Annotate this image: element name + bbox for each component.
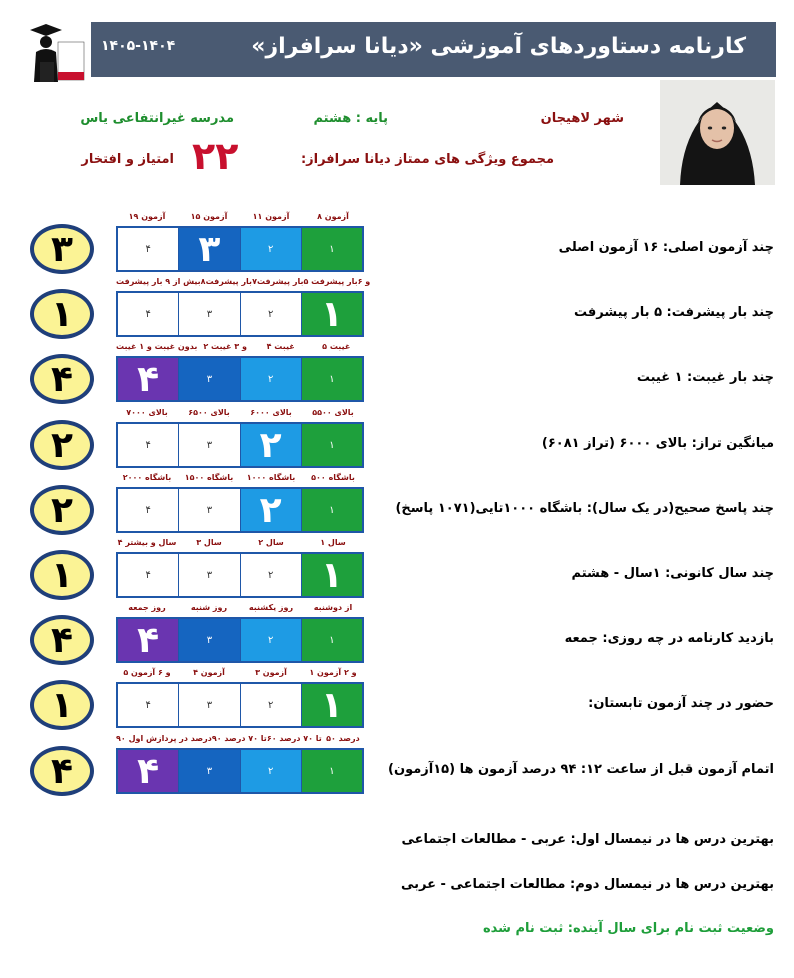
score-cell-1: ۱	[301, 684, 362, 726]
range-label: ۱ و ۲ آزمون	[309, 668, 357, 677]
row-question: اتمام آزمون قبل از ساعت ۱۲: ۹۴ درصد آزمون ها (۱۵آزمون)	[388, 762, 774, 777]
row-range-labels	[116, 473, 364, 482]
range-label: ۳ آزمون	[255, 668, 287, 677]
range-label: باشگاه ۱۵۰۰	[184, 473, 234, 482]
row-range-labels	[116, 342, 364, 351]
range-label: ۵۰ درصد	[326, 734, 360, 743]
score-cell-2: ۲	[240, 424, 301, 466]
score-cell-3: ۳	[178, 619, 239, 661]
row-question: میانگین تراز: بالای ۶۰۰۰ (تراز ۶۰۸۱)	[541, 436, 774, 451]
row-question: چند آزمون اصلی: ۱۶ آزمون اصلی	[558, 240, 774, 255]
range-label: ۴ سال و بیشتر	[117, 538, 177, 547]
row-score-badge: ۴	[30, 354, 94, 404]
score-cell-3: ۳	[178, 750, 239, 792]
student-photo	[660, 80, 775, 185]
row-question: چند بار غیبت: ۱ غیبت	[636, 370, 774, 385]
score-cell-2: ۲	[240, 293, 301, 335]
range-label: ۵ غیبت	[322, 342, 351, 351]
score-grid	[116, 356, 364, 402]
row-score-badge: ۴	[30, 615, 94, 665]
kanoon-logo	[28, 22, 86, 82]
score-cell-1: ۱	[301, 750, 362, 792]
range-label: ۳ سال	[196, 538, 222, 547]
range-label: ۲ سال	[258, 538, 284, 547]
row-range-labels	[116, 277, 371, 286]
score-cell-1: ۱	[301, 424, 362, 466]
row-range-labels	[116, 212, 364, 221]
score-grid	[116, 552, 364, 598]
score-cell-4: ۴	[118, 293, 178, 335]
row-range-labels	[116, 603, 364, 612]
score-cell-1: ۱	[301, 293, 362, 335]
range-label: ۹۰ تا ۷۰ درصد	[211, 734, 267, 743]
score-cell-3: ۳	[178, 293, 239, 335]
score-grid	[116, 617, 364, 663]
range-label: ۵ و ۶بار پیشرفت	[303, 277, 371, 286]
range-label: ۱۹ آزمون	[128, 212, 166, 221]
student-city: شهر لاهیجان	[540, 111, 624, 126]
student-grade: پایه : هشتم	[313, 111, 388, 126]
row-score-badge: ۳	[30, 224, 94, 274]
row-range-labels	[116, 734, 364, 743]
range-label: بالای ۶۵۰۰	[188, 408, 230, 417]
range-label: بالای ۶۰۰۰	[250, 408, 292, 417]
score-cell-2: ۲	[240, 619, 301, 661]
student-school: مدرسه غیرانتفاعی یاس	[80, 111, 234, 126]
page-years: ۱۴۰۵-۱۴۰۴	[101, 38, 176, 54]
range-label: ۴ غیبت	[266, 342, 295, 351]
score-cell-2: ۲	[240, 358, 301, 400]
score-cell-4: ۴	[118, 750, 178, 792]
range-label: روز یکشنبه	[248, 603, 294, 612]
score-cell-4: ۴	[118, 554, 178, 596]
score-label: امتیاز و افتخار	[81, 152, 174, 167]
score-cell-4: ۴	[118, 684, 178, 726]
range-label: ۱۵ آزمون	[190, 212, 228, 221]
score-cell-2: ۲	[240, 554, 301, 596]
row-question: چند بار پیشرفت: ۵ بار پیشرفت	[573, 305, 774, 320]
registration-status: وضعیت ثبت نام برای سال آینده: ثبت نام شده	[482, 921, 774, 936]
score-cell-3: ۳	[178, 554, 239, 596]
row-score-badge: ۱	[30, 550, 94, 600]
range-label: ۷بار پیشرفت	[252, 277, 304, 286]
row-question: چند پاسخ صحیح(در یک سال): باشگاه ۱۰۰۰تایی(۱۰۷۱ پاسخ)	[395, 501, 774, 516]
page-title: کارنامه دستاوردهای آموزشی «دیانا سرافراز»	[251, 34, 746, 59]
range-label: بیش از ۹ بار پیشرفت	[116, 277, 201, 286]
range-label: باشگاه ۲۰۰۰	[122, 473, 172, 482]
range-label: بدون غیبت و ۱ غیبت	[116, 342, 198, 351]
row-score-badge: ۴	[30, 746, 94, 796]
score-cell-3: ۳	[178, 489, 239, 531]
score-cell-1: ۱	[301, 228, 362, 270]
score-cell-4: ۴	[118, 489, 178, 531]
range-label: باشگاه ۱۰۰۰	[246, 473, 296, 482]
best-subjects-first-term: بهترین درس ها در نیمسال اول: عربی - مطالعات اجتماعی	[401, 832, 774, 847]
score-cell-2: ۲	[240, 750, 301, 792]
score-cell-1: ۱	[301, 619, 362, 661]
range-label: از دوشنبه	[313, 603, 353, 612]
score-cell-1: ۱	[301, 358, 362, 400]
score-cell-3: ۳	[178, 424, 239, 466]
range-label: روز جمعه	[128, 603, 166, 612]
score-grid	[116, 422, 364, 468]
score-grid	[116, 487, 364, 533]
range-label: ۸ آزمون	[317, 212, 349, 221]
features-label: مجموع ویژگی های ممتاز دیانا سرافراز:	[300, 152, 554, 167]
row-score-badge: ۱	[30, 680, 94, 730]
row-score-badge: ۲	[30, 420, 94, 470]
score-cell-3: ۳	[178, 228, 239, 270]
range-label: ۱ سال	[320, 538, 346, 547]
range-label: ۸بار پیشرفت	[200, 277, 253, 286]
score-cell-4: ۴	[118, 424, 178, 466]
range-label: باشگاه ۵۰۰	[311, 473, 355, 482]
score-grid	[116, 748, 364, 794]
score-grid	[116, 226, 364, 272]
row-question: چند سال کانونی: ۱سال - هشتم	[571, 566, 774, 581]
header-bar	[91, 22, 776, 77]
score-cell-3: ۳	[178, 358, 239, 400]
row-range-labels	[116, 538, 364, 547]
range-label: بالای ۷۰۰۰	[126, 408, 168, 417]
score-cell-4: ۴	[118, 228, 178, 270]
score-cell-2: ۲	[240, 489, 301, 531]
range-label: ۲ و ۳ غیبت	[203, 342, 247, 351]
range-label: بالای ۵۵۰۰	[312, 408, 354, 417]
range-label: ۵ و ۶ آزمون	[123, 668, 171, 677]
row-range-labels	[116, 668, 364, 677]
score-grid	[116, 682, 364, 728]
best-subjects-second-term: بهترین درس ها در نیمسال دوم: مطالعات اجتماعی - عربی	[400, 877, 774, 892]
row-question: بازدید کارنامه در چه روزی: جمعه	[564, 631, 774, 646]
score-cell-1: ۱	[301, 489, 362, 531]
total-score: ۲۲	[192, 134, 239, 178]
range-label: ۱۱ آزمون	[252, 212, 290, 221]
score-cell-4: ۴	[118, 358, 178, 400]
score-cell-2: ۲	[240, 684, 301, 726]
score-cell-3: ۳	[178, 684, 239, 726]
score-grid	[116, 291, 364, 337]
range-label: ۹۰ درصد در پردازش اول	[116, 734, 212, 743]
row-range-labels	[116, 408, 364, 417]
score-cell-1: ۱	[301, 554, 362, 596]
row-score-badge: ۱	[30, 289, 94, 339]
range-label: روز شنبه	[190, 603, 228, 612]
row-question: حضور در چند آزمون تابستان:	[588, 696, 774, 711]
range-label: ۴ آزمون	[193, 668, 225, 677]
score-cell-2: ۲	[240, 228, 301, 270]
range-label: ۶۰ تا ۷۰ درصد	[266, 734, 322, 743]
score-cell-4: ۴	[118, 619, 178, 661]
row-score-badge: ۲	[30, 485, 94, 535]
